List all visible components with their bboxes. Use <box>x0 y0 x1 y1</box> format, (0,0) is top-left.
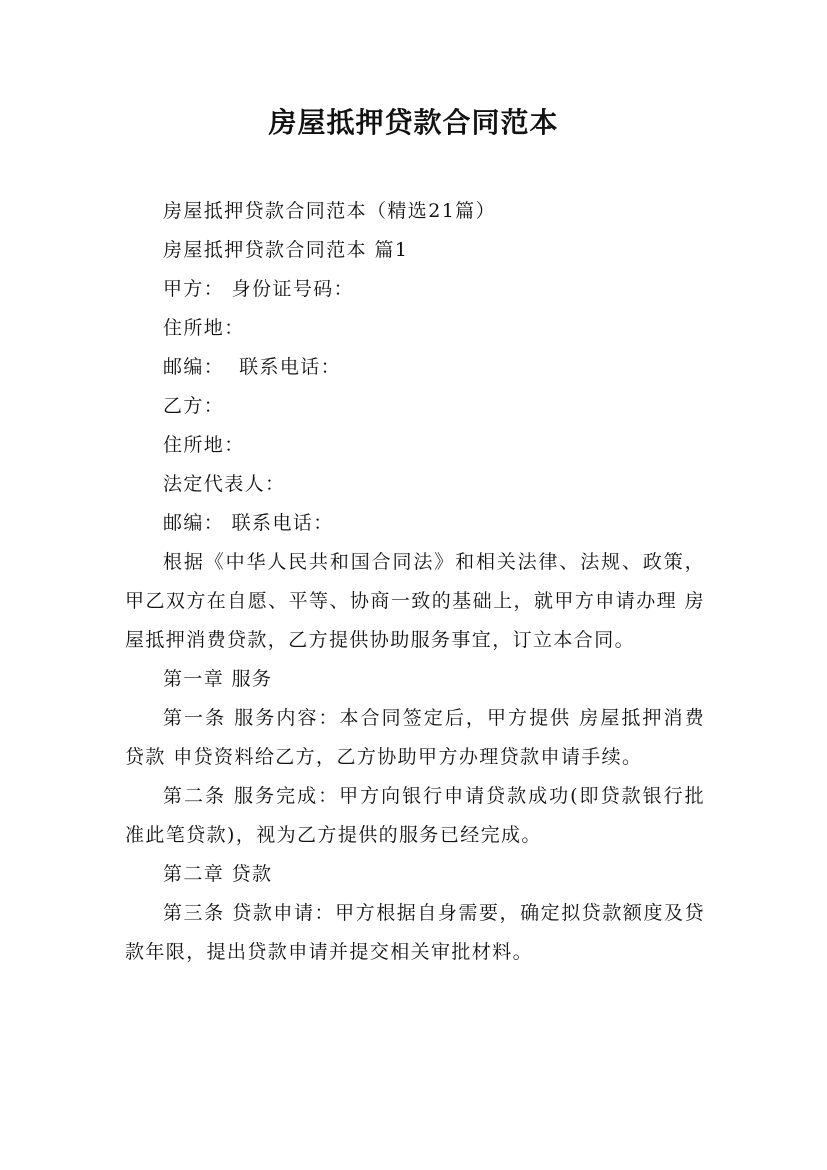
paragraph: 第三条 贷款申请：甲方根据自身需要，确定拟贷款额度及贷款年限，提出贷款申请并提交相关审批材料。 <box>125 902 705 963</box>
document-title: 房屋抵押贷款合同范本 <box>268 106 559 139</box>
paragraph: 乙方： <box>163 395 225 417</box>
document-body <box>125 192 705 972</box>
paragraph: 房屋抵押贷款合同范本 篇1 <box>163 239 409 261</box>
paragraph: 第二条 服务完成：甲方向银行申请贷款成功(即贷款银行批准此笔贷款)，视为乙方提供的服务已经完成。 <box>125 785 705 846</box>
paragraph: 法定代表人： <box>163 473 286 495</box>
chapter-heading: 第二章 贷款 <box>163 863 273 885</box>
paragraph: 房屋抵押贷款合同范本（精选21篇） <box>163 200 496 222</box>
paragraph: 住所地： <box>163 317 245 339</box>
paragraph: 甲方： 身份证号码： <box>163 278 355 300</box>
paragraph: 第一条 服务内容：本合同签定后，甲方提供 房屋抵押消费贷款 申贷资料给乙方，乙方协助甲方办理贷款申请手续。 <box>125 707 705 768</box>
paragraph: 住所地： <box>163 434 245 456</box>
paragraph: 根据《中华人民共和国合同法》和相关法律、法规、政策，甲乙双方在自愿、平等、协商一致的基础上，就甲方申请办理 房屋抵押消费贷款，乙方提供协助服务事宜，订立本合同。 <box>125 551 705 651</box>
paragraph: 邮编： 联系电话： <box>163 512 334 534</box>
paragraph: 邮编： 联系电话： <box>163 356 342 378</box>
chapter-heading: 第一章 服务 <box>163 668 273 690</box>
